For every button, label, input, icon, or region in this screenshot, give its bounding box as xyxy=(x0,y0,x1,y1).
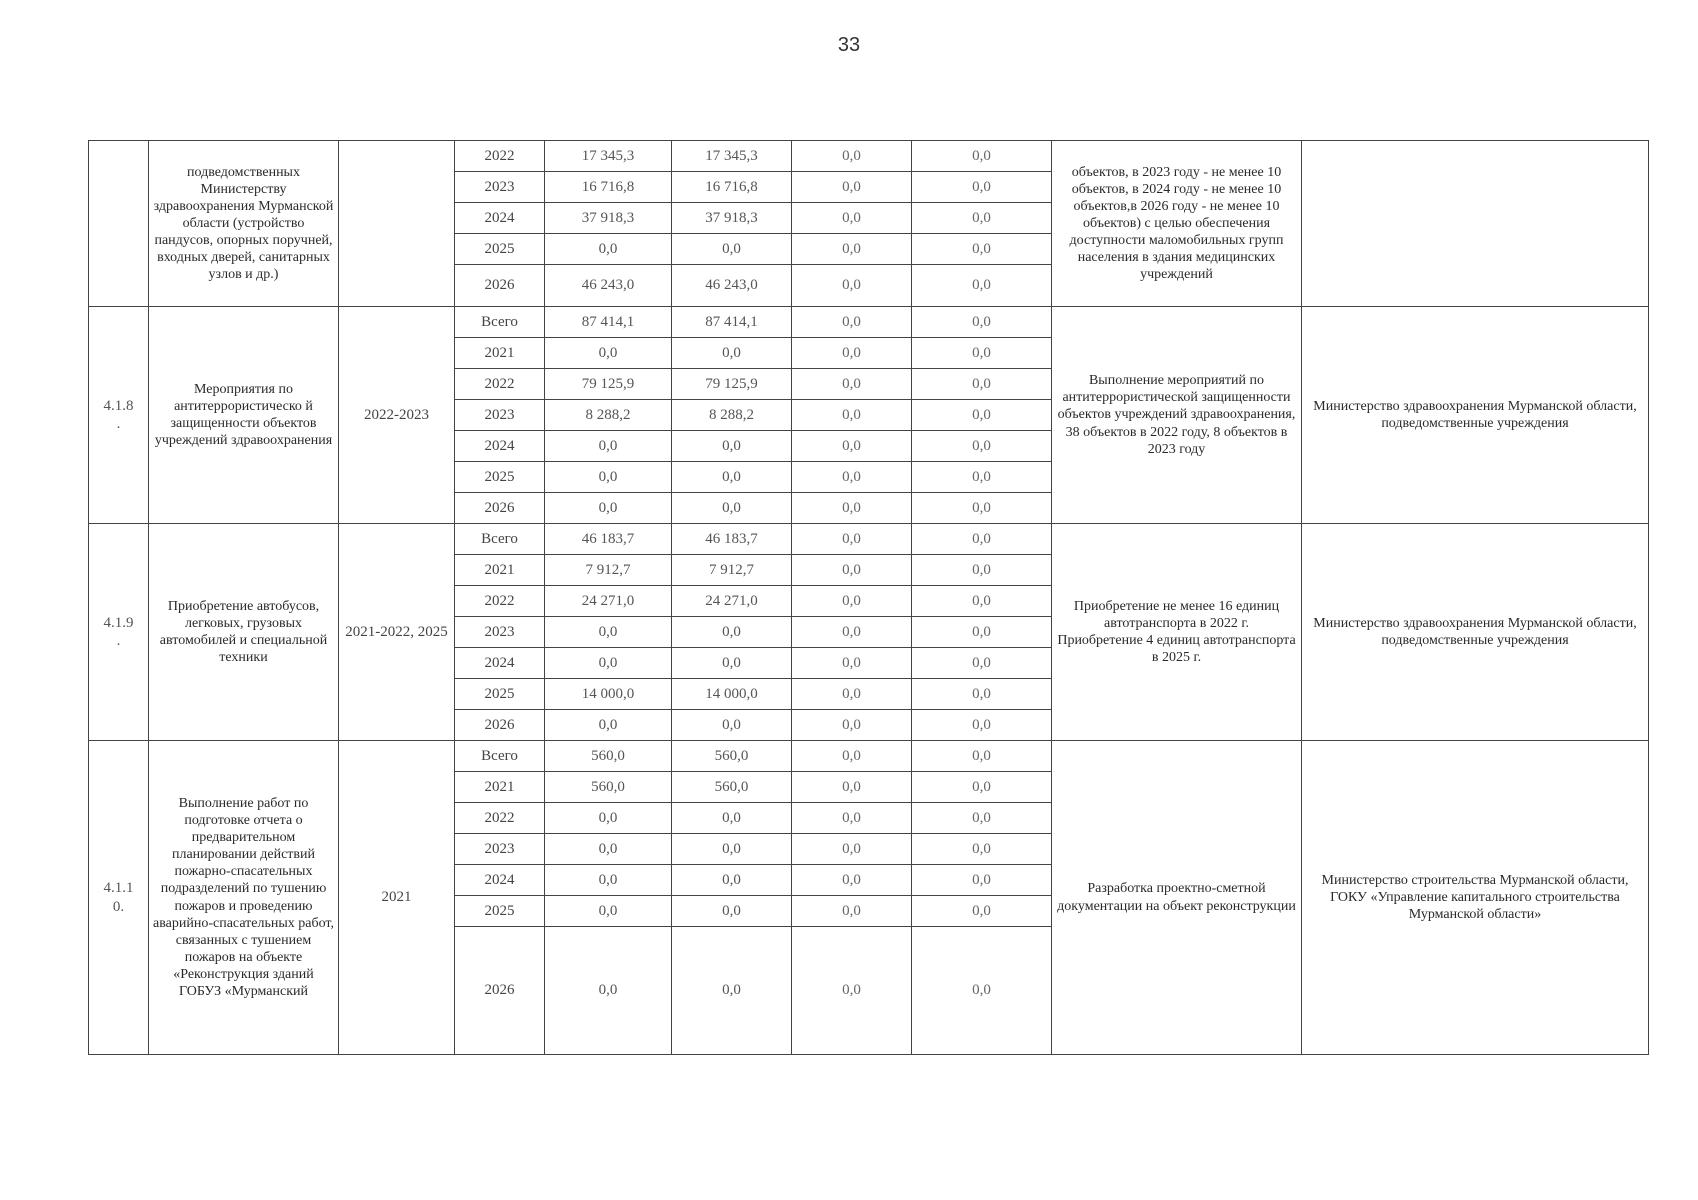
amount-regional: 46 243,0 xyxy=(672,265,792,307)
amount-regional: 0,0 xyxy=(672,927,792,1055)
amount-other: 0,0 xyxy=(912,431,1052,462)
amount-regional: 0,0 xyxy=(672,803,792,834)
amount-other: 0,0 xyxy=(912,741,1052,772)
amount-federal: 0,0 xyxy=(792,834,912,865)
amount-other: 0,0 xyxy=(912,203,1052,234)
amount-total: 14 000,0 xyxy=(545,679,672,710)
amount-other: 0,0 xyxy=(912,307,1052,338)
amount-other: 0,0 xyxy=(912,617,1052,648)
amount-total: 0,0 xyxy=(545,710,672,741)
amount-regional: 46 183,7 xyxy=(672,524,792,555)
amount-federal: 0,0 xyxy=(792,493,912,524)
table-row xyxy=(89,141,1649,172)
amount-regional: 0,0 xyxy=(672,896,792,927)
amount-total: 24 271,0 xyxy=(545,586,672,617)
amount-total: 0,0 xyxy=(545,431,672,462)
activity-name: подведомственных Министерству здравоохранения Мурманской области (устройство пандусов, опорных поручней, входных дверей, санитарных узлов и др.) xyxy=(149,141,339,307)
amount-other: 0,0 xyxy=(912,524,1052,555)
amount-federal: 0,0 xyxy=(792,865,912,896)
year-cell: 2022 xyxy=(455,803,545,834)
amount-federal: 0,0 xyxy=(792,586,912,617)
amount-total: 560,0 xyxy=(545,741,672,772)
item-number: 4.1.1 0. xyxy=(89,741,149,1055)
year-cell: 2022 xyxy=(455,369,545,400)
amount-federal: 0,0 xyxy=(792,927,912,1055)
executor xyxy=(1302,141,1649,307)
year-cell: 2026 xyxy=(455,710,545,741)
amount-other: 0,0 xyxy=(912,834,1052,865)
amount-federal: 0,0 xyxy=(792,141,912,172)
amount-regional: 0,0 xyxy=(672,834,792,865)
amount-regional: 37 918,3 xyxy=(672,203,792,234)
amount-other: 0,0 xyxy=(912,679,1052,710)
amount-other: 0,0 xyxy=(912,462,1052,493)
amount-other: 0,0 xyxy=(912,265,1052,307)
program-activities-table xyxy=(88,140,1649,1055)
amount-total: 46 183,7 xyxy=(545,524,672,555)
executor: Министерство строительства Мурманской области, ГОКУ «Управление капитального строительства Мурманской области» xyxy=(1302,741,1649,1055)
table-row xyxy=(89,741,1649,772)
amount-total: 17 345,3 xyxy=(545,141,672,172)
year-cell: Всего xyxy=(455,307,545,338)
amount-federal: 0,0 xyxy=(792,234,912,265)
amount-total: 46 243,0 xyxy=(545,265,672,307)
item-number: 4.1.9 . xyxy=(89,524,149,741)
year-cell: 2025 xyxy=(455,679,545,710)
amount-federal: 0,0 xyxy=(792,431,912,462)
amount-total: 0,0 xyxy=(545,865,672,896)
amount-total: 8 288,2 xyxy=(545,400,672,431)
table-row xyxy=(89,524,1649,555)
amount-other: 0,0 xyxy=(912,772,1052,803)
expected-result: Приобретение не менее 16 единиц автотранспорта в 2022 г. Приобретение 4 единиц автотранспорта в 2025 г. xyxy=(1052,524,1302,741)
amount-total: 0,0 xyxy=(545,617,672,648)
amount-federal: 0,0 xyxy=(792,896,912,927)
amount-federal: 0,0 xyxy=(792,338,912,369)
amount-total: 0,0 xyxy=(545,803,672,834)
amount-regional: 560,0 xyxy=(672,741,792,772)
amount-regional: 17 345,3 xyxy=(672,141,792,172)
amount-federal: 0,0 xyxy=(792,741,912,772)
year-cell: 2024 xyxy=(455,203,545,234)
year-cell: 2021 xyxy=(455,338,545,369)
expected-result: Разработка проектно-сметной документации на объект реконструкции xyxy=(1052,741,1302,1055)
amount-regional: 560,0 xyxy=(672,772,792,803)
amount-federal: 0,0 xyxy=(792,679,912,710)
activity-period xyxy=(339,141,455,307)
amount-total: 0,0 xyxy=(545,648,672,679)
activity-period: 2021 xyxy=(339,741,455,1055)
amount-federal: 0,0 xyxy=(792,772,912,803)
amount-other: 0,0 xyxy=(912,710,1052,741)
amount-regional: 0,0 xyxy=(672,234,792,265)
amount-total: 7 912,7 xyxy=(545,555,672,586)
amount-other: 0,0 xyxy=(912,369,1052,400)
year-cell: 2025 xyxy=(455,234,545,265)
amount-other: 0,0 xyxy=(912,493,1052,524)
year-cell: 2022 xyxy=(455,141,545,172)
amount-regional: 0,0 xyxy=(672,865,792,896)
amount-federal: 0,0 xyxy=(792,648,912,679)
year-cell: 2023 xyxy=(455,400,545,431)
activity-name: Приобретение автобусов, легковых, грузовых автомобилей и специальной техники xyxy=(149,524,339,741)
amount-total: 560,0 xyxy=(545,772,672,803)
amount-total: 0,0 xyxy=(545,834,672,865)
activity-period: 2022-2023 xyxy=(339,307,455,524)
year-cell: 2025 xyxy=(455,462,545,493)
amount-other: 0,0 xyxy=(912,896,1052,927)
executor: Министерство здравоохранения Мурманской области, подведомственные учреждения xyxy=(1302,524,1649,741)
amount-regional: 0,0 xyxy=(672,431,792,462)
year-cell: 2025 xyxy=(455,896,545,927)
expected-result: объектов, в 2023 году - не менее 10 объектов, в 2024 году - не менее 10 объектов,в 2026 году - не менее 10 объектов) с целью обеспечения доступности маломобильных групп населения в здания медицинских учреждений xyxy=(1052,141,1302,307)
amount-federal: 0,0 xyxy=(792,307,912,338)
amount-regional: 0,0 xyxy=(672,493,792,524)
amount-other: 0,0 xyxy=(912,400,1052,431)
amount-other: 0,0 xyxy=(912,338,1052,369)
amount-regional: 0,0 xyxy=(672,462,792,493)
amount-federal: 0,0 xyxy=(792,265,912,307)
year-cell: 2021 xyxy=(455,555,545,586)
amount-total: 87 414,1 xyxy=(545,307,672,338)
activity-name: Выполнение работ по подготовке отчета о предварительном планировании действий пожарно-спасательных подразделений по тушению пожаров и проведению аварийно-спасательных работ, связанных с тушением пожаров на объекте «Реконструкция зданий ГОБУЗ «Мурманский xyxy=(149,741,339,1055)
amount-federal: 0,0 xyxy=(792,400,912,431)
amount-federal: 0,0 xyxy=(792,203,912,234)
amount-other: 0,0 xyxy=(912,172,1052,203)
amount-regional: 24 271,0 xyxy=(672,586,792,617)
year-cell: 2023 xyxy=(455,617,545,648)
amount-federal: 0,0 xyxy=(792,462,912,493)
item-number xyxy=(89,141,149,307)
year-cell: Всего xyxy=(455,524,545,555)
year-cell: 2026 xyxy=(455,265,545,307)
amount-other: 0,0 xyxy=(912,865,1052,896)
executor: Министерство здравоохранения Мурманской области, подведомственные учреждения xyxy=(1302,307,1649,524)
amount-total: 0,0 xyxy=(545,338,672,369)
amount-regional: 8 288,2 xyxy=(672,400,792,431)
activity-name: Мероприятия по антитеррористическо й защищенности объектов учреждений здравоохранения xyxy=(149,307,339,524)
amount-federal: 0,0 xyxy=(792,172,912,203)
amount-total: 16 716,8 xyxy=(545,172,672,203)
amount-total: 0,0 xyxy=(545,493,672,524)
amount-total: 37 918,3 xyxy=(545,203,672,234)
amount-regional: 87 414,1 xyxy=(672,307,792,338)
amount-other: 0,0 xyxy=(912,648,1052,679)
year-cell: 2026 xyxy=(455,927,545,1055)
amount-other: 0,0 xyxy=(912,586,1052,617)
item-number: 4.1.8 . xyxy=(89,307,149,524)
page-number: 33 xyxy=(837,34,861,56)
amount-other: 0,0 xyxy=(912,141,1052,172)
amount-federal: 0,0 xyxy=(792,524,912,555)
amount-other: 0,0 xyxy=(912,234,1052,265)
amount-other: 0,0 xyxy=(912,555,1052,586)
amount-total: 0,0 xyxy=(545,462,672,493)
amount-other: 0,0 xyxy=(912,927,1052,1055)
amount-federal: 0,0 xyxy=(792,803,912,834)
year-cell: 2024 xyxy=(455,865,545,896)
amount-total: 0,0 xyxy=(545,896,672,927)
amount-federal: 0,0 xyxy=(792,617,912,648)
activity-period: 2021-2022, 2025 xyxy=(339,524,455,741)
year-cell: 2024 xyxy=(455,431,545,462)
amount-federal: 0,0 xyxy=(792,710,912,741)
amount-regional: 79 125,9 xyxy=(672,369,792,400)
amount-federal: 0,0 xyxy=(792,369,912,400)
amount-regional: 0,0 xyxy=(672,617,792,648)
amount-regional: 16 716,8 xyxy=(672,172,792,203)
amount-other: 0,0 xyxy=(912,803,1052,834)
expected-result: Выполнение мероприятий по антитеррористической защищенности объектов учреждений здравоохранения, 38 объектов в 2022 году, 8 объектов в 2023 году xyxy=(1052,307,1302,524)
amount-regional: 7 912,7 xyxy=(672,555,792,586)
year-cell: 2021 xyxy=(455,772,545,803)
amount-regional: 0,0 xyxy=(672,648,792,679)
year-cell: 2023 xyxy=(455,172,545,203)
amount-total: 0,0 xyxy=(545,234,672,265)
year-cell: 2022 xyxy=(455,586,545,617)
year-cell: Всего xyxy=(455,741,545,772)
amount-regional: 0,0 xyxy=(672,338,792,369)
amount-federal: 0,0 xyxy=(792,555,912,586)
year-cell: 2024 xyxy=(455,648,545,679)
table-row xyxy=(89,307,1649,338)
amount-regional: 14 000,0 xyxy=(672,679,792,710)
amount-total: 0,0 xyxy=(545,927,672,1055)
year-cell: 2026 xyxy=(455,493,545,524)
year-cell: 2023 xyxy=(455,834,545,865)
amount-regional: 0,0 xyxy=(672,710,792,741)
amount-total: 79 125,9 xyxy=(545,369,672,400)
